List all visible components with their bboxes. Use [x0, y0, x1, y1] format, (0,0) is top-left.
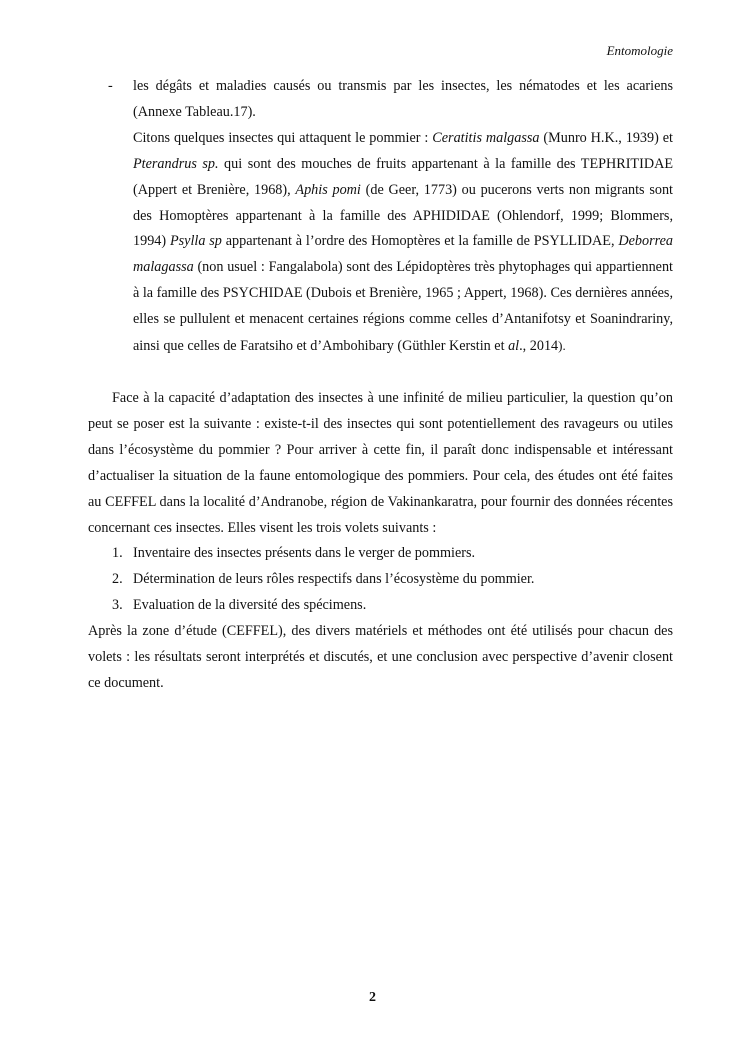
list-item — [88, 541, 673, 567]
species-name: Deborrea malagassa — [133, 233, 673, 276]
objectives-list — [88, 541, 673, 619]
text-span: qui sont des mouches de fruits appartenant à la famille des TEPHRITIDAE (Appert et Brenière, 1968), — [133, 155, 673, 198]
et-al: al — [508, 338, 520, 355]
list-text: Détermination de leurs rôles respectifs dans l’écosystème du pommier. — [133, 571, 535, 588]
document-body — [88, 74, 673, 697]
species-name: Ceratitis malgassa — [432, 129, 540, 146]
paragraph-gap — [88, 360, 673, 386]
running-header: Entomologie — [606, 43, 673, 58]
list-text: Inventaire des insectes présents dans le verger de pommiers. — [133, 545, 476, 562]
paragraph-conclusion: Après la zone d’étude (CEFFEL), des divers matériels et méthodes ont été utilisés pour chacun des volets : les résultats seront interprétés et discutés, et une conclusion avec perspective d’avenir closent ce document. — [88, 623, 673, 691]
page-number: 2 — [369, 990, 376, 1005]
bullet-dash: - — [108, 78, 113, 94]
text-span: Citons quelques insectes qui attaquent le pommier : — [133, 129, 433, 146]
text-span: ). — [558, 338, 566, 354]
text-span: (non usuel : Fangalabola) sont des Lépidoptères très phytophages qui appartiennent à la famille des PSYCHIDAE (Dubois et Brenière, 1965 ; Appert, 1968). Ces dernières années, elles se pullulent et menacent certaines régions comme celles d’Antanifotsy et Soanindrariny, ainsi que celles de Faratsiho et d’Ambohibary (Güthler Kerstin et — [133, 259, 673, 355]
list-number: 2. — [112, 571, 123, 588]
paragraph-intro: Face à la capacité d’adaptation des insectes à une infinité de milieu particulier, la question qu’on peut se poser est la suivante : existe-t-il des insectes qui sont potentiellement des ravageurs ou utiles dans l’écosystème du pommier ? Pour arriver à cette fin, il paraît donc indispensable et intéressant d’actualiser la situation de la faune entomologique des pommiers. Pour cela, des études ont été faites au CEFFEL dans la localité d’Andranobe, région de Vakinankaratra, pour fournir des données récentes concernant ces insectes. Elles visent les trois volets suivants : — [88, 389, 673, 536]
list-item — [88, 593, 673, 619]
list-item — [88, 567, 673, 593]
list-number: 1. — [112, 545, 123, 562]
list-number: 3. — [112, 597, 123, 614]
bullet-line-1: les dégâts et maladies causés ou transmis par les insectes, les nématodes et les acariens (Annexe Tableau.17). — [133, 78, 673, 120]
text-span: (de Geer, 1773) ou pucerons verts non migrants sont des Homoptères appartenant à la famille des APHIDIDAE (Ohlendorf, 1999; Blommers, 1994) — [133, 181, 673, 250]
text-span: appartenant à l’ordre des Homoptères et la famille de PSYLLIDAE, — [221, 233, 619, 250]
species-name: Psylla sp — [169, 233, 222, 250]
text-span: ., 2014 — [519, 338, 559, 355]
species-name: Pterandrus sp. — [133, 155, 219, 172]
species-name: Aphis pomi — [295, 181, 361, 198]
bullet-item — [88, 74, 673, 360]
text-span: (Munro H.K., 1939) et — [539, 129, 673, 146]
list-text: Evaluation de la diversité des spécimens. — [133, 597, 367, 614]
bullet-paragraph-insects — [133, 126, 673, 360]
